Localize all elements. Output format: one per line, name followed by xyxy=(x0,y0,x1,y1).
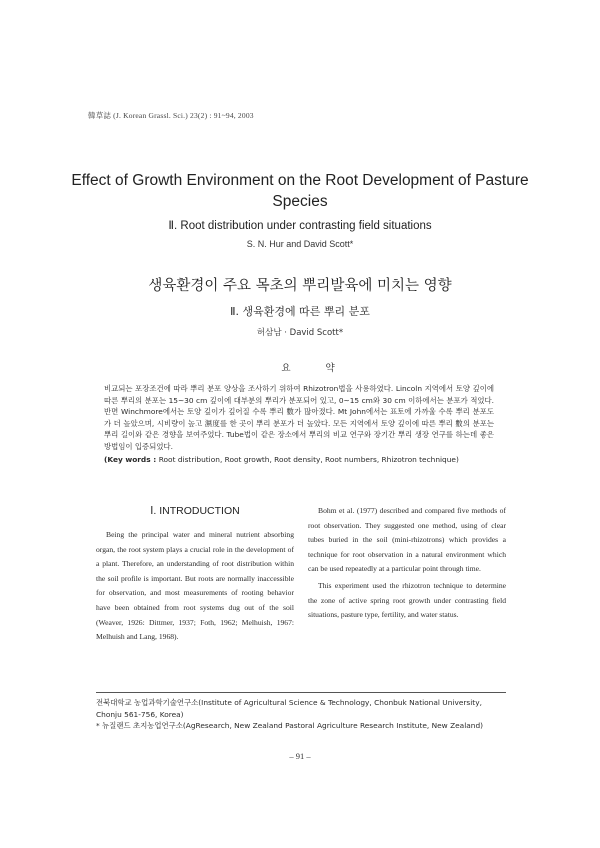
footnote-affiliation-2: * 뉴질랜드 초지농업연구소(AgResearch, New Zealand Pastoral Agriculture Research Institute, New Zealand) xyxy=(96,721,484,731)
authors-english: S. N. Hur and David Scott* xyxy=(246,239,354,249)
paper-subtitle-english: Ⅱ. Root distribution under contrasting field situations xyxy=(168,220,432,232)
intro-paragraph-3: This experiment used the rhizotron technique to determine the zone of active spring root growth under contrasting field situations, pasture type, fertility, and water status. xyxy=(308,580,506,620)
authors-korean: 허삼남 · David Scott* xyxy=(256,328,344,338)
abstract-heading: 요 약 xyxy=(281,363,351,374)
paper-title-english: Effect of Growth Environment on the Root Development of Pasture Species xyxy=(71,172,529,210)
page-number: – 91 – xyxy=(289,751,311,761)
keywords xyxy=(104,454,494,466)
abstract-section xyxy=(104,383,494,465)
footnote-affiliation-1: 전북대학교 농업과학기술연구소(Institute of Agricultural Science & Technology, Chonbuk National University, Chonju 561-756, Korea) xyxy=(96,698,482,719)
intro-paragraph-1: Being the principal water and mineral nutrient absorbing organ, the root system plays a crucial role in the development of a plant. Therefore, an understanding of root distribution within the soil profile is important. But roots are normally inaccessible for observation, and most measurements of rooting behavior have been obtained from root systems dug out of the soil (Weaver, 1926: Dittmer, 1937; Foth, 1962; Melhuish, 1967: Melhuish and Lang, 1968). xyxy=(96,530,294,642)
keywords-text: Root distribution, Root growth, Root density, Root numbers, Rhizotron technique) xyxy=(158,454,459,464)
journal-header: 韓草誌 (J. Korean Grassl. Sci.) 23(2) : 91~94, 2003 xyxy=(88,111,254,120)
keywords-label: (Key words : xyxy=(104,454,157,464)
paper-subtitle-korean: Ⅱ. 생육환경에 따른 뿌리 분포 xyxy=(230,305,370,318)
paper-title-korean: 생육환경이 주요 목초의 뿌리발육에 미치는 영향 xyxy=(148,278,452,294)
abstract-text: 비교되는 포장조건에 따라 뿌리 분포 양상을 조사하기 위하여 Rhizotron법을 사용하였다. Lincoln 지역에서 토양 깊이에 따른 뿌리의 분포는 15~30 cm 깊이에 대부분의 뿌리가 분포되어 있고, 0~15 cm와 30 cm 이하에서는 분포가 적었다. 반면 Winchmore에서는 토양 깊이가 깊어질 수록 뿌리 數가 많아졌다. Mt John에서는 표토에 가까울 수록 뿌리 분포도가 더 높았으며, 시비량이 높고 濕度를 한 곳이 뿌리 분포가 더 높았다. 모든 지역에서 토양 깊이에 따른 뿌리 數의 분포는 뿌리 길이와 같은 경향을 보여주었다. Tube법이 같은 장소에서 뿌리의 비교 연구와 장기간 뿌리 생장 연구를 하는데 좋은 방법임이 입증되었다. xyxy=(104,384,494,451)
footnotes xyxy=(96,697,508,732)
footnote-divider xyxy=(96,692,506,693)
right-column xyxy=(308,504,506,623)
section-heading-introduction: Ⅰ. INTRODUCTION xyxy=(150,505,240,517)
intro-paragraph-2: Bohm et al. (1977) described and compared five methods of root observation. They suggested one method, using of clear tubes buried in the soil (mini-rhizotrons) which provides a technique for root observation in a natural environment which can be used repeatedly at a particular point through time. xyxy=(308,506,506,574)
left-column xyxy=(96,504,294,645)
